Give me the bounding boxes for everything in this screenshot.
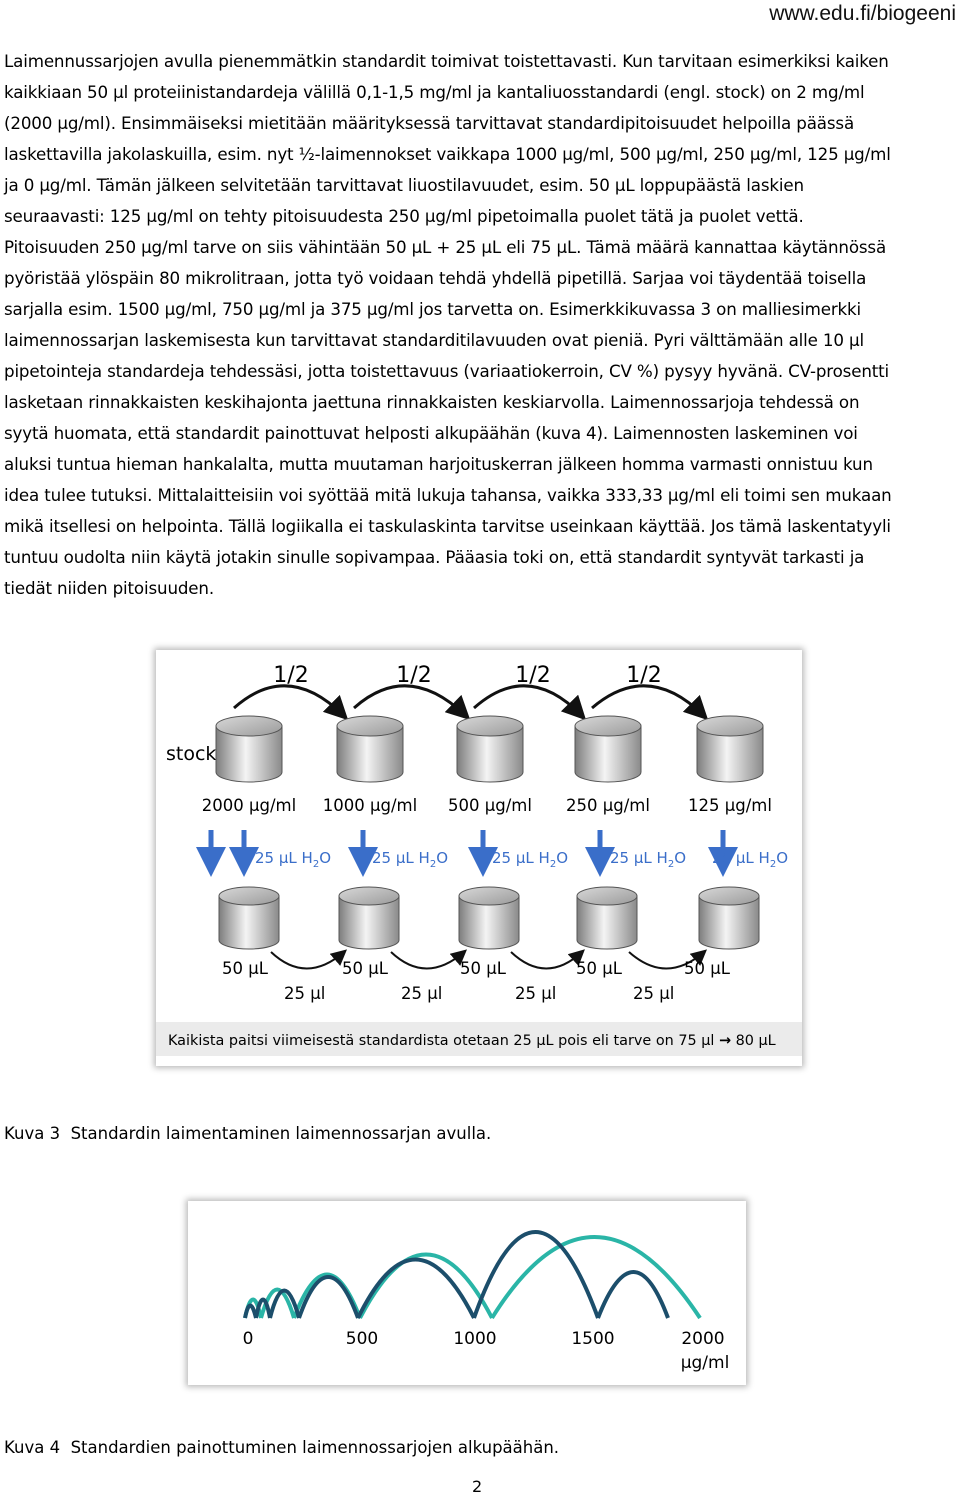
axis-tick-label: 0 <box>242 1329 254 1349</box>
final-volume-label: 50 µL <box>222 959 268 978</box>
paragraph-line: Pitoisuuden 250 µg/ml tarve on siis vähintään 50 µL + 25 µL eli 75 µL. Tämä määrä kannattaa käytännössä <box>4 237 887 257</box>
teal-arc <box>360 1255 492 1319</box>
concentration-label: 2000 µg/ml <box>201 796 297 815</box>
paragraph-line: tiedät niiden pitoisuuden. <box>4 578 215 598</box>
tube-bottom-1 <box>219 887 279 949</box>
axis-tick-label: 500 <box>345 1329 379 1349</box>
final-volume-label: 50 µL <box>684 959 730 978</box>
tube-bottom-5 <box>699 887 759 949</box>
paragraph-line: Laimennussarjojen avulla pienemmätkin standardit toimivat toistettavasti. Kun tarvitaan esimerkiksi kaiken <box>4 51 889 71</box>
axis-unit-label: µg/ml <box>680 1353 730 1373</box>
paragraph-line: seuraavasti: 125 µg/ml on tehty pitoisuudesta 250 µg/ml pipetoimalla puolet tätä ja puolet vettä. <box>4 206 804 226</box>
concentration-label: 1000 µg/ml <box>322 796 418 815</box>
paragraph-line: pipetointeja standardeja tehdessäsi, jotta toistettavuus (variaatiokerroin, CV %) pysyy hyvänä. CV-prosentti <box>4 361 890 381</box>
body-paragraph <box>4 46 960 604</box>
fraction-label: 1/2 <box>396 663 432 688</box>
fraction-label: 1/2 <box>515 663 551 688</box>
water-label: 25 µL $H_2O$ <box>372 849 448 870</box>
paragraph-line: idea tulee tutuksi. Mittalaitteisiin voi syöttää mitä lukuja tahansa, vaikka 333,33 µg/ml eli toimi sen mukaan <box>4 485 892 505</box>
transfer-arrow <box>511 952 582 969</box>
tube-bottom-4 <box>577 887 637 949</box>
dilution-series-svg <box>156 650 802 1066</box>
final-volume-label: 50 µL <box>460 959 506 978</box>
tube-top-5 <box>697 716 763 782</box>
paragraph-line: lasketaan rinnakkaisten keskihajonta jaettuna rinnakkaisten keskiarvolla. Laimennossarjoja tehdessä on <box>4 392 860 412</box>
axis-tick-label: 1500 <box>571 1329 615 1349</box>
concentration-label: 250 µg/ml <box>566 796 650 815</box>
paragraph-line: laimennossarjan laskemisesta kun tarvittavat standarditilavuuden ovat pieniä. Pyri välttämään alle 10 µl <box>4 330 864 350</box>
paragraph-line: aluksi tuntua hieman hankalalta, mutta muutaman harjoituskerran jälkeen homma varmasti onnistuu kun <box>4 454 873 474</box>
transfer-volume-label: 25 µl <box>284 984 326 1003</box>
transfer-volume-label: 25 µl <box>633 984 675 1003</box>
paragraph-line: ja 0 µg/ml. Tämän jälkeen selvitetään tarvittavat liuostilavuudet, esim. 50 µL loppupäästä laskien <box>4 175 804 195</box>
water-label: 25 µL $H_2O$ <box>610 849 686 870</box>
tube-top-1 <box>216 716 282 782</box>
stock-label: stock <box>166 743 217 765</box>
transfer-arrow <box>391 952 464 969</box>
concentration-label: 125 µg/ml <box>688 796 772 815</box>
axis-tick-label: 1000 <box>453 1329 497 1349</box>
weighting-figure <box>188 1201 746 1385</box>
teal-arc <box>492 1237 700 1318</box>
paragraph-line: laskettavilla jakolaskuilla, esim. nyt ½-laimennokset vaikkapa 1000 µg/ml, 500 µg/ml, 250 µg/ml, 125 µg/ml <box>4 144 891 164</box>
header-url: www.edu.fi/biogeeni <box>769 2 956 25</box>
transfer-arrow <box>474 686 582 716</box>
paragraph-line: syytä huomata, että standardit painottuvat helposti alkupäähän (kuva 4). Laimennosten laskeminen voi <box>4 423 858 443</box>
water-label: 25 µL $H_2O$ <box>492 849 568 870</box>
transfer-arrow <box>592 686 704 716</box>
tube-top-3 <box>457 716 523 782</box>
tube-top-2 <box>337 716 403 782</box>
dark-arc <box>299 1277 358 1318</box>
dark-arc <box>474 1232 598 1318</box>
tube-top-4 <box>575 716 641 782</box>
paragraph-line: kaikkiaan 50 µl proteiinistandardeja välillä 0,1-1,5 mg/ml ja kantaliuosstandardi (engl. stock) on 2 mg/ml <box>4 82 865 102</box>
transfer-volume-label: 25 µl <box>401 984 443 1003</box>
paragraph-line: tuntuu oudolta niin käytä jotakin sinulle sopivampaa. Pääasia toki on, että standardit syntyvät tarkasti ja <box>4 547 865 567</box>
transfer-volume-label: 25 µl <box>515 984 557 1003</box>
paragraph-line: mikä itsellesi on helpointa. Tällä logiikalla ei taskulaskinta tarvitse useinkaan käyttää. Jos tämä laskentatyyli <box>4 516 891 536</box>
fraction-label: 1/2 <box>273 663 309 688</box>
transfer-arrow <box>354 686 466 716</box>
water-label: 25 µL $H_2O$ <box>255 849 331 870</box>
dilution-series-figure <box>156 650 802 1066</box>
final-volume-label: 50 µL <box>576 959 622 978</box>
final-volume-label: 50 µL <box>342 959 388 978</box>
axis-tick-label: 2000 <box>681 1329 725 1349</box>
transfer-arrow <box>234 686 344 716</box>
paragraph-line: (2000 µg/ml). Ensimmäiseksi mietitään määrityksessä tarvittavat standardipitoisuudet helpoilla päässä <box>4 113 855 133</box>
paragraph-line: pyöristää ylöspäin 80 mikrolitraan, jotta työ voidaan tehdä yhdellä pipetillä. Sarjaa voi täydentää toisella <box>4 268 867 288</box>
water-label: 25 µL $H_2O$ <box>712 849 788 870</box>
page-number: 2 <box>472 1477 483 1496</box>
fraction-label: 1/2 <box>626 663 662 688</box>
figure4-caption: Kuva 4 Standardien painottuminen laimennossarjojen alkupäähän. <box>4 1438 560 1457</box>
transfer-arrow <box>271 952 344 969</box>
concentration-label: 500 µg/ml <box>448 796 532 815</box>
tube-bottom-2 <box>339 887 399 949</box>
note-text: Kaikista paitsi viimeisestä standardista otetaan 25 µL pois eli tarve on 75 µl → 80 µL <box>168 1033 776 1049</box>
weighting-svg <box>188 1201 746 1385</box>
figure3-caption: Kuva 3 Standardin laimentaminen laimennossarjan avulla. <box>4 1124 492 1143</box>
paragraph-line: sarjalla esim. 1500 µg/ml, 750 µg/ml ja 375 µg/ml jos tarvetta on. Esimerkkikuvassa 3 on malliesimerkki <box>4 299 862 319</box>
dark-arc <box>598 1272 668 1318</box>
tube-bottom-3 <box>459 887 519 949</box>
